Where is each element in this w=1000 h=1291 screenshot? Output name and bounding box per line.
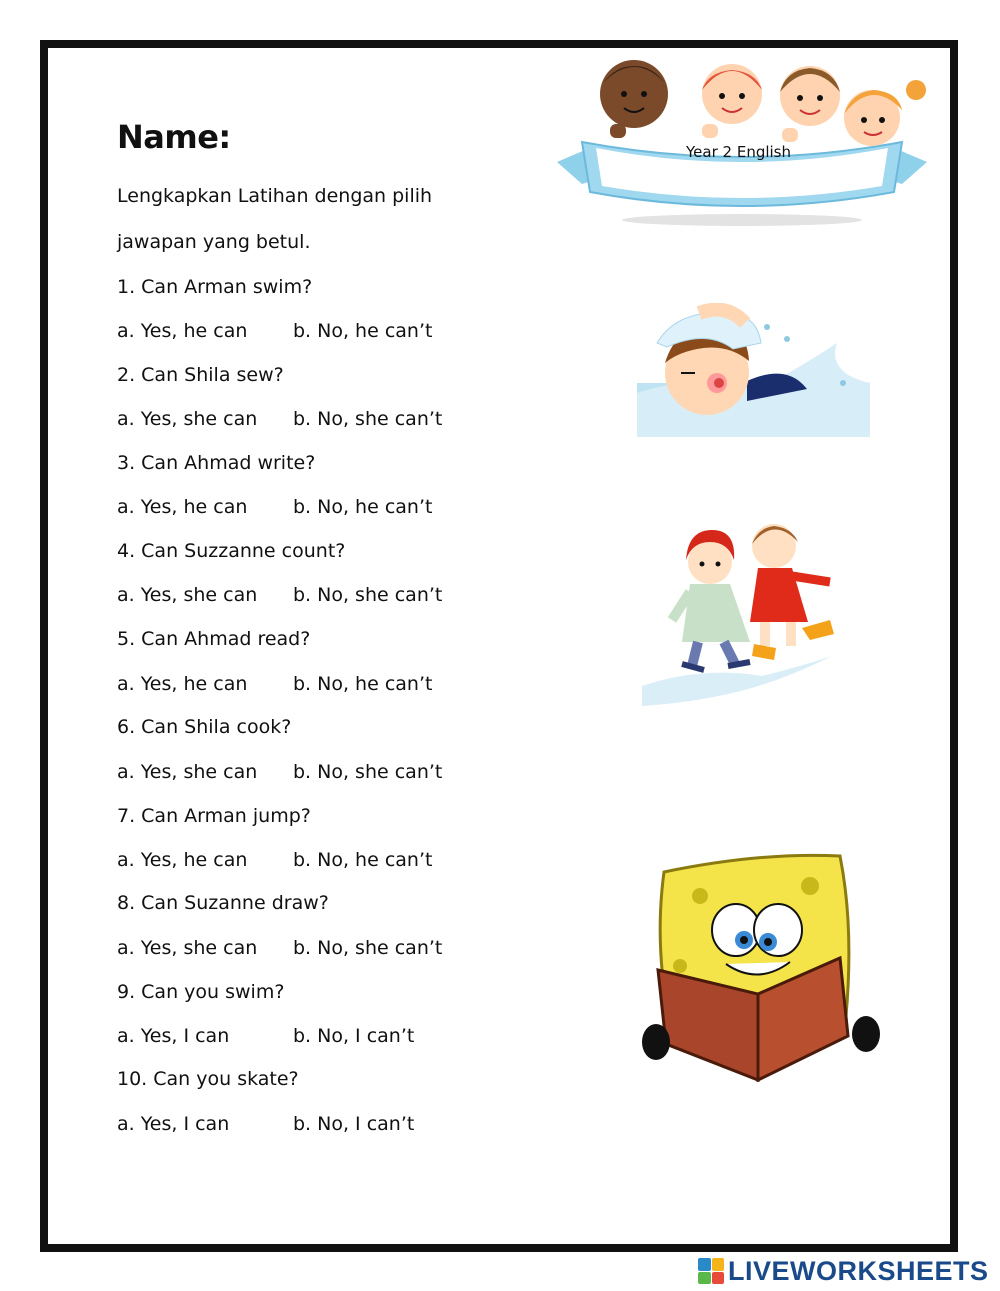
question-7: 7. Can Arman jump? [117, 805, 311, 827]
question-5: 5. Can Ahmad read? [117, 628, 311, 650]
answer-option-a[interactable]: a. Yes, she can [117, 761, 258, 783]
kids-banner-image [552, 52, 932, 230]
question-10: 10. Can you skate? [117, 1068, 299, 1090]
question-2: 2. Can Shila sew? [117, 364, 284, 386]
brand-name: LIVEWORKSHEETS [728, 1255, 989, 1286]
question-6: 6. Can Shila cook? [117, 716, 292, 738]
answer-option-a[interactable]: a. Yes, she can [117, 937, 258, 959]
answer-option-a[interactable]: a. Yes, he can [117, 673, 248, 695]
sponge-character-reading-image [640, 846, 880, 1082]
question-1: 1. Can Arman swim? [117, 276, 313, 298]
question-3: 3. Can Ahmad write? [117, 452, 316, 474]
answer-option-b[interactable]: b. No, she can’t [293, 761, 443, 783]
answer-option-a[interactable]: a. Yes, she can [117, 584, 258, 606]
answer-option-a[interactable]: a. Yes, she can [117, 408, 258, 430]
instruction-line-1: Lengkapkan Latihan dengan pilih [117, 185, 433, 207]
question-8: 8. Can Suzanne draw? [117, 892, 329, 914]
swimming-boy-image [637, 303, 870, 437]
answer-option-b[interactable]: b. No, he can’t [293, 849, 433, 871]
answer-option-a[interactable]: a. Yes, he can [117, 849, 248, 871]
answer-option-b[interactable]: b. No, I can’t [293, 1113, 415, 1135]
answer-option-b[interactable]: b. No, he can’t [293, 320, 433, 342]
answer-option-a[interactable]: a. Yes, I can [117, 1113, 230, 1135]
name-label: Name: [117, 118, 231, 156]
banner-title: Year 2 English [686, 143, 791, 161]
instruction-line-2: jawapan yang betul. [117, 231, 311, 253]
answer-option-b[interactable]: b. No, he can’t [293, 496, 433, 518]
answer-option-b[interactable]: b. No, she can’t [293, 937, 443, 959]
brand-logo-icon [698, 1258, 724, 1284]
answer-option-b[interactable]: b. No, he can’t [293, 673, 433, 695]
answer-option-a[interactable]: a. Yes, he can [117, 496, 248, 518]
ice-skating-children-image [642, 516, 840, 706]
question-9: 9. Can you swim? [117, 981, 285, 1003]
question-4: 4. Can Suzzanne count? [117, 540, 346, 562]
answer-option-a[interactable]: a. Yes, he can [117, 320, 248, 342]
answer-option-b[interactable]: b. No, she can’t [293, 584, 443, 606]
answer-option-a[interactable]: a. Yes, I can [117, 1025, 230, 1047]
answer-option-b[interactable]: b. No, she can’t [293, 408, 443, 430]
answer-option-b[interactable]: b. No, I can’t [293, 1025, 415, 1047]
liveworksheets-logo [698, 1256, 989, 1286]
